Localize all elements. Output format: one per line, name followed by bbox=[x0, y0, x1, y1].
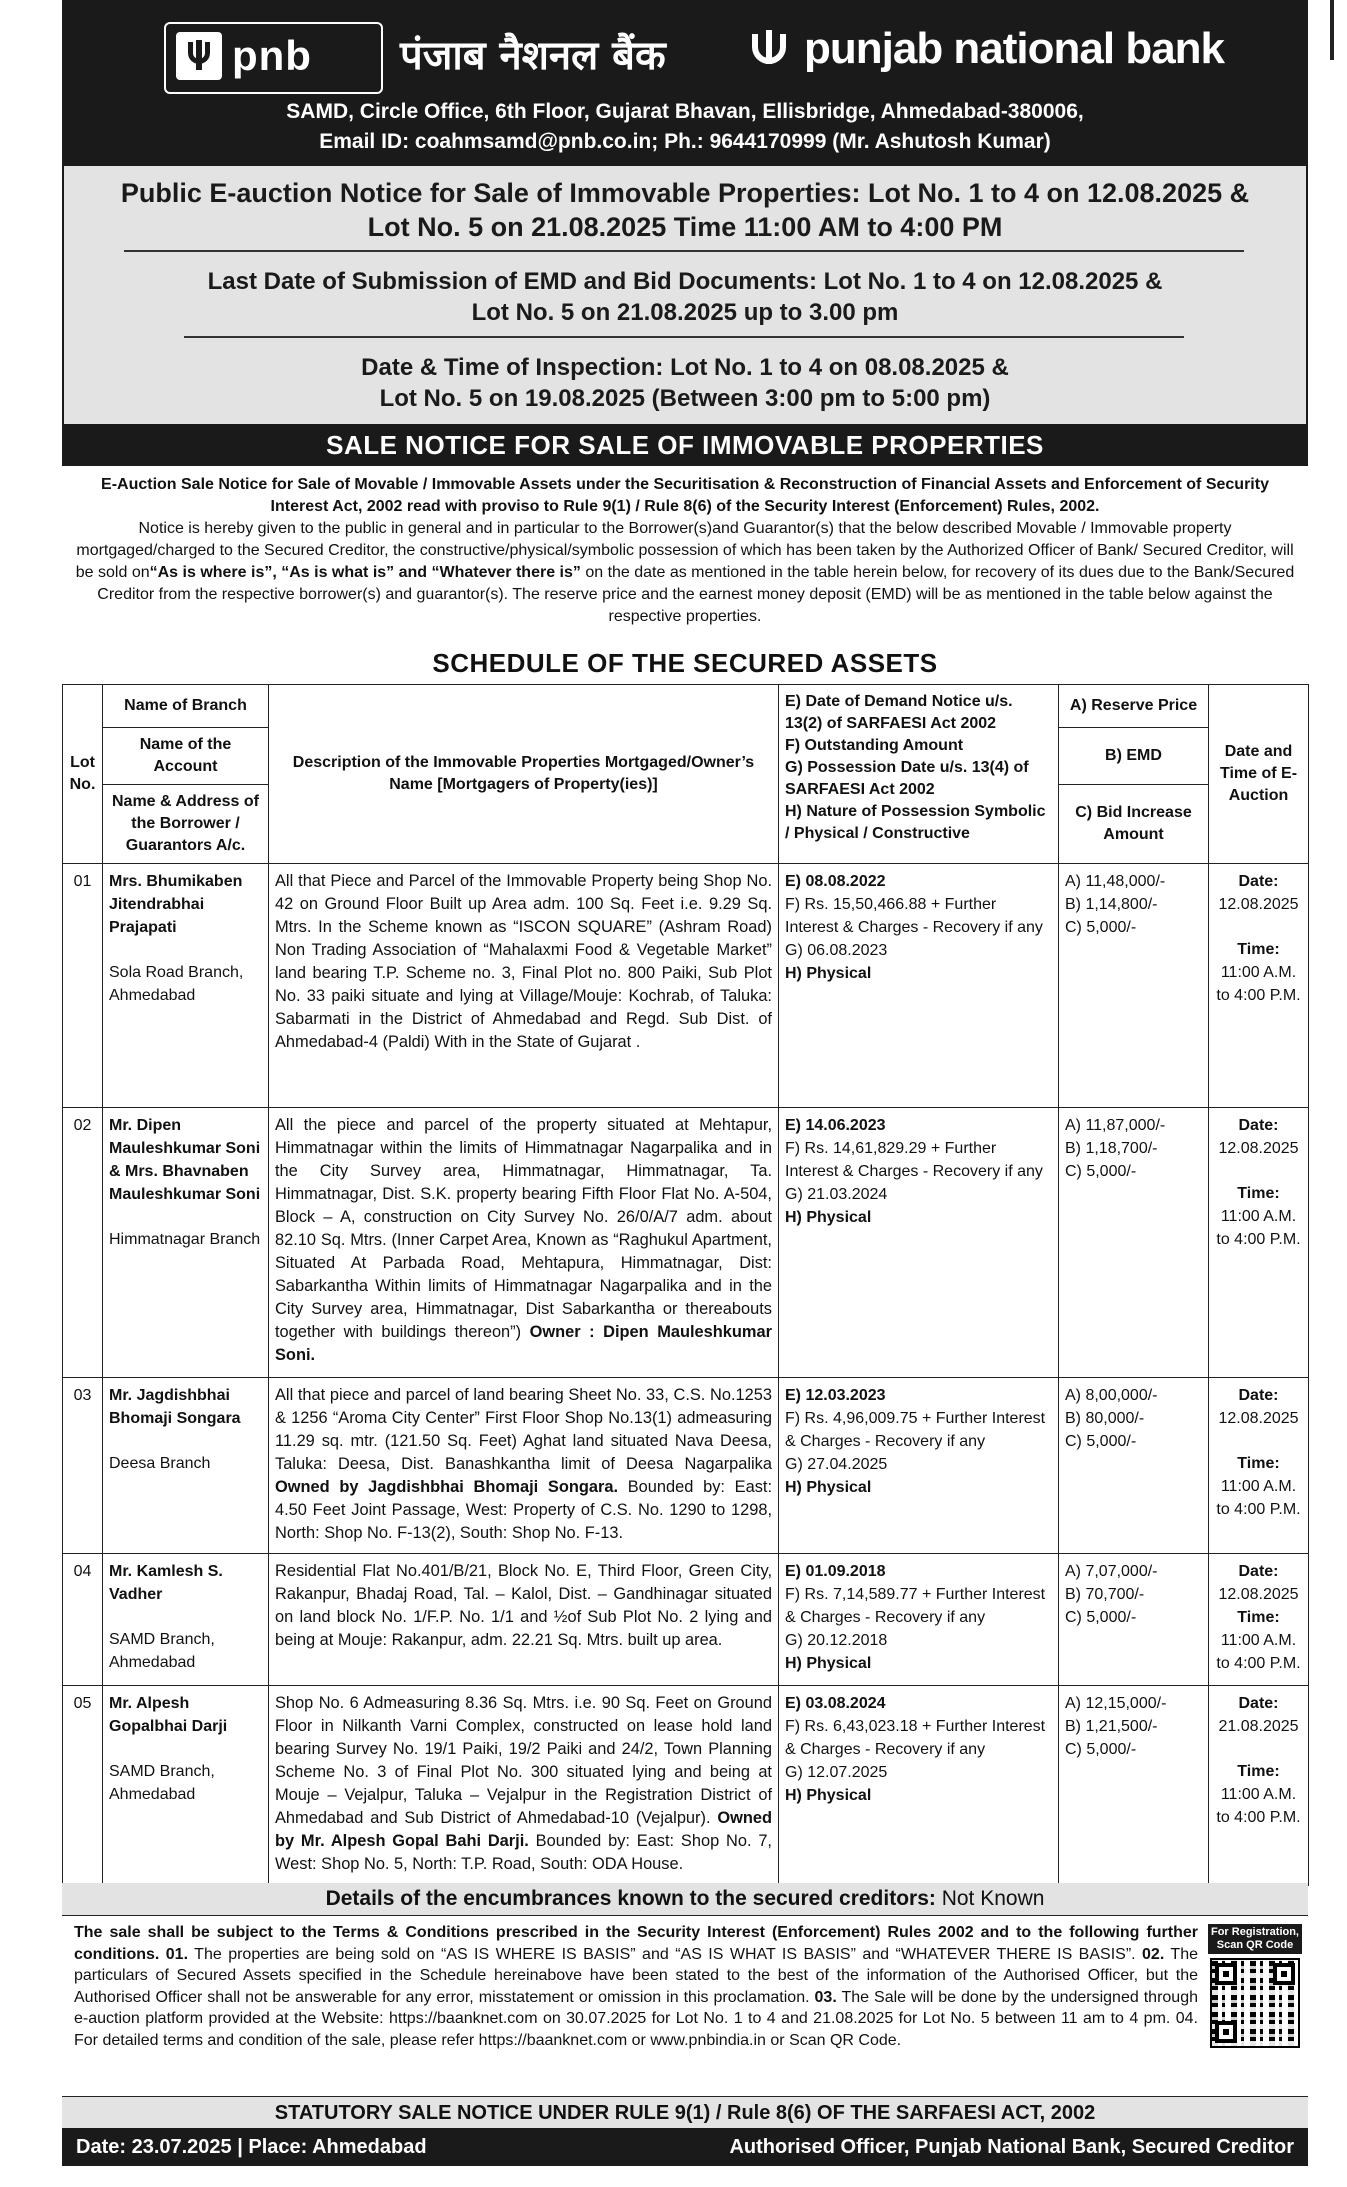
auction-date-time: Date: 12.08.2025 Time: 11:00 A.M. to 4:00 P.M. bbox=[1209, 1108, 1309, 1378]
borrower-cell bbox=[103, 1378, 269, 1554]
header-account: Name of the Account bbox=[103, 728, 269, 785]
logo-text: pnb bbox=[232, 32, 312, 79]
contact-line: Email ID: coahmsamd@pnb.co.in; Ph.: 9644170999 (Mr. Ashutosh Kumar) bbox=[319, 130, 1051, 153]
header-description: Description of the Immovable Properties Mortgaged/Owner’s Name [Mortgagers of Property(ies)] bbox=[269, 685, 779, 864]
borrower-cell bbox=[103, 864, 269, 1108]
intro-text bbox=[74, 474, 1296, 628]
inspection-line-1: Date & Time of Inspection: Lot No. 1 to 4 on 08.08.2025 & bbox=[361, 354, 1009, 381]
header-bid-increase: C) Bid Increase Amount bbox=[1059, 785, 1209, 864]
auction-line-2: Lot No. 5 on 21.08.2025 Time 11:00 AM to 4:00 PM bbox=[367, 212, 1003, 242]
auction-notice-box bbox=[62, 166, 1308, 424]
table-row bbox=[63, 1554, 1309, 1686]
property-description: All the piece and parcel of the property situated at Mehtapur, Himmatnagar within the limits of Himmatnagar Nagarpalika and in the City Survey area, Himmatnagar, Himmatnagar, Ta. Himmatnagar, Dist. S.K. property bearing Fifth Floor Flat No. A-504, Block – A, construction on City Survey No. 26/0/A/7 adm. about 82.10 Sq. Mtrs. (Inner Carpet Area, Known as “Raghukul Apartment, Situated At Parbada Road, Mehtapura, Himmatnagar, Dist: Sabarkantha Within limits of Himmatnagar Nagarpalika and in the City Survey area, Himmatnagar, Dist Sabarkantha or thereabouts together with buildings thereon”) Owner : Dipen Mauleshkumar Soni. bbox=[269, 1108, 779, 1378]
bank-name-english: punjab national bank bbox=[804, 24, 1225, 73]
qr-block bbox=[1208, 1924, 1302, 2048]
auction-date-time: Date: 12.08.2025 Time: 11:00 A.M. to 4:00 P.M. bbox=[1209, 864, 1309, 1108]
borrower-cell bbox=[103, 1686, 269, 1886]
auction-date-time: Date: 12.08.2025 Time: 11:00 A.M. to 4:00 P.M. bbox=[1209, 1378, 1309, 1554]
emd-deadline-heading bbox=[64, 266, 1306, 328]
sale-notice-title: SALE NOTICE FOR SALE OF IMMOVABLE PROPERTIES bbox=[62, 424, 1308, 466]
pnb-emblem-icon bbox=[752, 30, 794, 72]
table-row bbox=[63, 864, 1309, 1108]
notice-details: E) 03.08.2024 F) Rs. 6,43,023.18 + Further Interest & Charges - Recovery if any G) 12.07.2025 H) Physical bbox=[779, 1686, 1059, 1886]
office-address: SAMD, Circle Office, 6th Floor, Gujarat Bhavan, Ellisbridge, Ahmedabad-380006, bbox=[286, 100, 1084, 123]
statutory-notice-bar: STATUTORY SALE NOTICE UNDER RULE 9(1) / Rule 8(6) OF THE SARFAESI ACT, 2002 bbox=[62, 2096, 1308, 2129]
sale-notice-page bbox=[62, 0, 1308, 2187]
borrower-name: Mrs. Bhumikaben Jitendrabhai Prajapati bbox=[109, 873, 243, 936]
qr-code-icon[interactable] bbox=[1210, 1958, 1300, 2048]
intro-para: Notice is hereby given to the public in general and in particular to the Borrower(s)and Guarantor(s) that the below described Movable / Immovable property mortgaged/charged to the Secured Creditor, the constructive/physical/symbolic possession of which has been taken by the Authorized Officer of Bank/ Secured Creditor, will be sold on“As is where is”, “As is what is” and “Whatever there is” on the date as mentioned in the table herein below, for recovery of its dues due to the Bank/Secured Creditor from the respective borrower(s) and guarantor(s). The reserve price and the earnest money deposit (EMD) will be as mentioned in the table below against the respective properties. bbox=[75, 520, 1295, 625]
footer-bar bbox=[62, 2128, 1308, 2166]
notice-details: E) 12.03.2023 F) Rs. 4,96,009.75 + Further Interest & Charges - Recovery if any G) 27.04.2025 H) Physical bbox=[779, 1378, 1059, 1554]
lot-number: 03 bbox=[63, 1378, 103, 1554]
price-details: A) 11,48,000/- B) 1,14,800/- C) 5,000/- bbox=[1059, 864, 1209, 1108]
lot-number: 02 bbox=[63, 1108, 103, 1378]
emd-line-2: Lot No. 5 on 21.08.2025 up to 3.00 pm bbox=[471, 299, 899, 326]
bank-header bbox=[62, 0, 1308, 166]
encumbrances-bar: Details of the encumbrances known to the secured creditors: Not Known bbox=[62, 1883, 1308, 1916]
borrower-cell bbox=[103, 1108, 269, 1378]
qr-label: For Registration, Scan QR Code bbox=[1208, 1924, 1302, 1954]
lot-number: 01 bbox=[63, 864, 103, 1108]
notice-details: E) 08.08.2022 F) Rs. 15,50,466.88 + Further Interest & Charges - Recovery if any G) 06.08.2023 H) Physical bbox=[779, 864, 1059, 1108]
bank-name-hindi: पंजाब नैशनल बैंक bbox=[400, 33, 666, 79]
auction-line-1: Public E-auction Notice for Sale of Immovable Properties: Lot No. 1 to 4 on 12.08.2025 & bbox=[120, 178, 1250, 208]
branch-name: Deesa Branch bbox=[109, 1455, 211, 1472]
table-row bbox=[63, 1108, 1309, 1378]
property-description: Residential Flat No.401/B/21, Block No. E, Third Floor, Green City, Rakanpur, Bhadaj Road, Tal. – Kalol, Dist. – Gandhinagar situated on land block No. 1/F.P. No. 1/1 and ½of Sub Plot No. 2 lying and being at Mouje: Rakanpur, adm. 22.21 Sq. Mtrs. built up area. bbox=[269, 1554, 779, 1686]
property-description: All that Piece and Parcel of the Immovable Property being Shop No. 42 on Ground Floor Built up Area adm. 100 Sq. Feet i.e. 9.29 Sq. Mtrs. In the Scheme known as “ISCON SQUARE” (Ashram Road) Non Trading Association of “Mahalaxmi Food & Vegetable Market” land bearing T.P. Scheme no. 3, Final Plot no. 800 Paiki, Sub Plot No. 33 paiki situate and lying at Village/Mouje: Kochrab, of Taluka: Sabarmati in the District of Ahmedabad and Regd. Sub Dist. of Ahmedabad-4 (Paldi) With in the State of Gujarat . bbox=[269, 864, 779, 1108]
branch-name: Sola Road Branch, Ahmedabad bbox=[109, 964, 244, 1004]
price-details: A) 8,00,000/- B) 80,000/- C) 5,000/- bbox=[1059, 1378, 1209, 1554]
property-description: All that piece and parcel of land bearing Sheet No. 33, C.S. No.1253 & 1256 “Aroma City Center” First Floor Shop No.13(1) admeasuring 11.29 sq. mtr. (121.50 Sq. Feet) Aghat land situated Nava Deesa, Taluka: Deesa, Dist. Banashkantha limit of Deesa Nagarpalika Owned by Jagdishbhai Bhomaji Songara. Bounded by: East: 4.50 Feet Joint Passage, West: Property of C.S. No. 1290 to 1298, North: Shop No. F-13(2), South: Shop No. F-13. bbox=[269, 1378, 779, 1554]
property-description: Shop No. 6 Admeasuring 8.36 Sq. Mtrs. i.e. 90 Sq. Feet on Ground Floor in Nilkanth Varni Complex, constructed on lease hold land bearing Survey No. 19/1 Paiki, 19/2 Paiki and 24/2, Town Planning Scheme No. 3 of Final Plot No. 300 situated lying and being at Mouje – Vejalpur, Taluka – Vejalpur in the Registration District of Ahmedabad and Sub District of Ahmedabad-10 (Vejalpur). Owned by Mr. Alpesh Gopal Bahi Darji. Bounded by: East: Shop No. 7, West: Shop No. 5, North: T.P. Road, South: ODA House. bbox=[269, 1686, 779, 1886]
header-emd: B) EMD bbox=[1059, 728, 1209, 785]
branch-name: SAMD Branch, Ahmedabad bbox=[109, 1631, 215, 1671]
borrower-name: Mr. Alpesh Gopalbhai Darji bbox=[109, 1695, 228, 1735]
header-borrower: Name & Address of the Borrower / Guarantors A/c. bbox=[103, 785, 269, 864]
schedule-title: SCHEDULE OF THE SECURED ASSETS bbox=[432, 648, 938, 678]
auction-date-heading bbox=[64, 176, 1306, 244]
footer-date-place: Date: 23.07.2025 | Place: Ahmedabad bbox=[76, 2136, 427, 2158]
footer-signatory: Authorised Officer, Punjab National Bank, Secured Creditor bbox=[729, 2136, 1294, 2158]
auction-date-time: Date: 12.08.2025 Time: 11:00 A.M. to 4:00 P.M. bbox=[1209, 1554, 1309, 1686]
inspection-heading bbox=[64, 352, 1306, 414]
notice-details: E) 01.09.2018 F) Rs. 7,14,589.77 + Further Interest & Charges - Recovery if any G) 20.12.2018 H) Physical bbox=[779, 1554, 1059, 1686]
header-efgh: E) Date of Demand Notice u/s. 13(2) of SARFAESI Act 2002 F) Outstanding Amount G) Possession Date u/s. 13(4) of SARFAESI Act 2002 H) Nature of Possession Symbolic / Physical / Constructive bbox=[779, 685, 1059, 864]
pnb-logo-icon bbox=[176, 32, 222, 80]
borrower-name: Mr. Jagdishbhai Bhomaji Songara bbox=[109, 1387, 241, 1427]
branch-name: Himmatnagar Branch bbox=[109, 1231, 261, 1248]
page-edge-mark bbox=[1330, 0, 1334, 60]
inspection-line-2: Lot No. 5 on 19.08.2025 (Between 3:00 pm to 5:00 pm) bbox=[379, 385, 991, 412]
intro-bold-para: E-Auction Sale Notice for Sale of Movable / Immovable Assets under the Securitisation & Reconstruction of Financial Assets and Enforcement of Security Interest Act, 2002 read with proviso to Rule 9(1) / Rule 8(6) of the Security Interest (Enforcement) Rules, 2002. bbox=[101, 476, 1269, 515]
price-details: A) 12,15,000/- B) 1,21,500/- C) 5,000/- bbox=[1059, 1686, 1209, 1886]
terms-and-conditions: The sale shall be subject to the Terms & Conditions prescribed in the Security Interest (Enforcement) Rules 2002 and to the following further conditions. 01. The properties are being sold on “AS IS WHERE IS BASIS” and “AS IS WHAT IS BASIS” and “WHATEVER THERE IS BASIS”. 02. The particulars of Secured Assets specified in the Schedule hereinabove have been stated to the best of the information of the Authorised Officer, but the Authorised Officer shall not be answerable for any error, misstatement or omission in this proclamation. 03. The Sale will be done by the undersigned through e-auction platform provided at the Website: https://baanknet.com on 30.07.2025 for Lot No. 1 to 4 and 21.08.2025 for Lot No. 5 between 11 am to 4 pm. 04. For detailed terms and condition of the sale, please refer https://baanknet.com or www.pnbindia.in or Scan QR Code. bbox=[74, 1924, 1199, 2049]
auction-date-time: Date: 21.08.2025 Time: 11:00 A.M. to 4:00 P.M. bbox=[1209, 1686, 1309, 1886]
emd-line-1: Last Date of Submission of EMD and Bid Documents: Lot No. 1 to 4 on 12.08.2025 & bbox=[207, 268, 1163, 295]
secured-assets-table bbox=[62, 684, 1309, 1886]
divider bbox=[184, 336, 1184, 338]
pnb-logo bbox=[164, 22, 383, 94]
header-branch: Name of Branch bbox=[103, 685, 269, 728]
header-reserve-price: A) Reserve Price bbox=[1059, 685, 1209, 728]
borrower-name: Mr. Dipen Mauleshkumar Soni & Mrs. Bhavnaben Mauleshkumar Soni bbox=[109, 1117, 261, 1203]
branch-name: SAMD Branch, Ahmedabad bbox=[109, 1763, 215, 1803]
table-row bbox=[63, 1686, 1309, 1886]
price-details: A) 7,07,000/- B) 70,700/- C) 5,000/- bbox=[1059, 1554, 1209, 1686]
borrower-cell bbox=[103, 1554, 269, 1686]
price-details: A) 11,87,000/- B) 1,18,700/- C) 5,000/- bbox=[1059, 1108, 1209, 1378]
lot-number: 05 bbox=[63, 1686, 103, 1886]
table-row bbox=[63, 1378, 1309, 1554]
divider bbox=[124, 250, 1244, 252]
notice-details: E) 14.06.2023 F) Rs. 14,61,829.29 + Further Interest & Charges - Recovery if any G) 21.03.2024 H) Physical bbox=[779, 1108, 1059, 1378]
borrower-name: Mr. Kamlesh S. Vadher bbox=[109, 1563, 223, 1603]
header-date-time: Date and Time of E-Auction bbox=[1209, 685, 1309, 864]
lot-number: 04 bbox=[63, 1554, 103, 1686]
header-lot: Lot No. bbox=[63, 685, 103, 864]
